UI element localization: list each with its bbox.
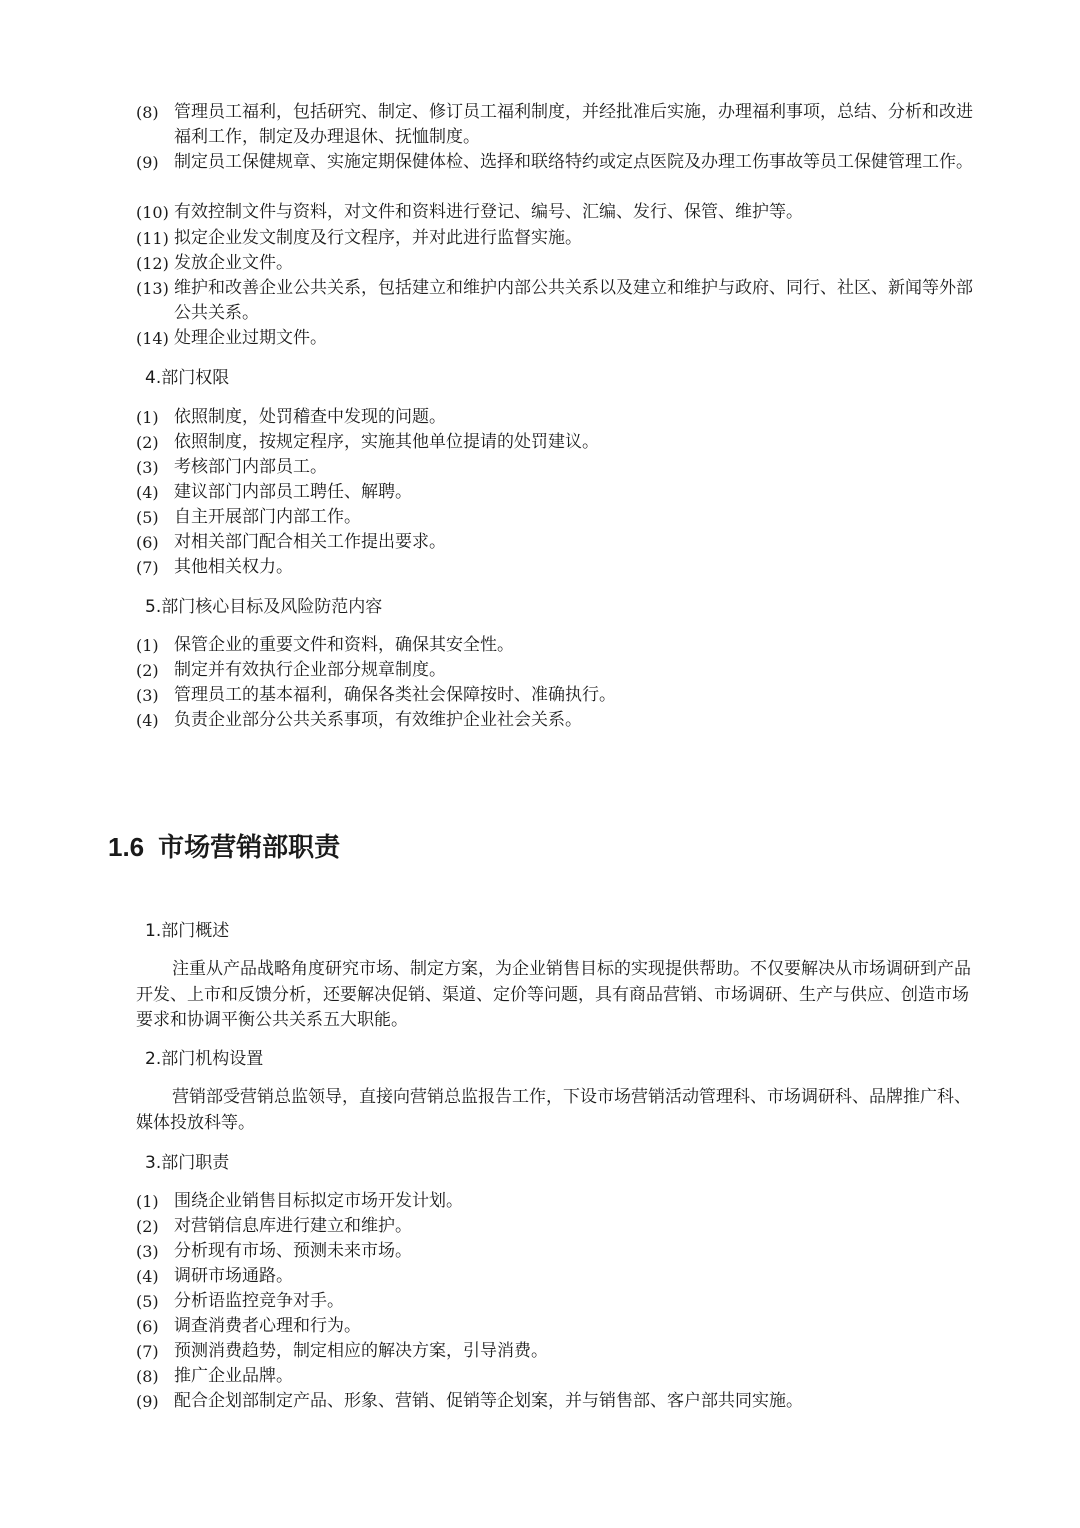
item-number: (2) bbox=[136, 661, 159, 680]
item-text: 依照制度，按规定程序，实施其他单位提请的处罚建议。 bbox=[174, 432, 599, 452]
item-number: (11) bbox=[136, 229, 169, 248]
list-item bbox=[136, 1364, 981, 1389]
list-item bbox=[136, 150, 981, 175]
item-number: (9) bbox=[136, 153, 159, 172]
list-item bbox=[136, 683, 981, 708]
section-title: 市场营销部职责 bbox=[158, 832, 341, 862]
item-number: (2) bbox=[136, 1217, 159, 1236]
item-number: (9) bbox=[136, 1392, 159, 1411]
list-item bbox=[136, 708, 981, 733]
overview-paragraph: 注重从产品战略角度研究市场、制定方案，为企业销售目标的实现提供帮助。不仅要解决从市场调研到产品开发、上市和反馈分析，还要解决促销、渠道、定价等问题，具有商品营销、市场调研、生产与供应、创造市场要求和协调平衡公共关系五大职能。 bbox=[136, 959, 971, 1030]
item-number: (3) bbox=[136, 458, 159, 477]
item-text: 制定并有效执行企业部分规章制度。 bbox=[174, 660, 446, 680]
list-item bbox=[136, 1239, 981, 1264]
item-number: (6) bbox=[136, 533, 159, 552]
list-item bbox=[136, 200, 981, 225]
item-text: 围绕企业销售目标拟定市场开发计划。 bbox=[174, 1191, 463, 1211]
item-number: (1) bbox=[136, 408, 159, 427]
list-item bbox=[136, 1389, 981, 1414]
section-heading bbox=[108, 830, 340, 864]
item-text: 预测消费趋势，制定相应的解决方案，引导消费。 bbox=[174, 1341, 548, 1361]
list-item bbox=[136, 1289, 981, 1314]
resp-heading: 3.部门职责 bbox=[145, 1153, 230, 1173]
item-number: (3) bbox=[136, 686, 159, 705]
item-text: 配合企划部制定产品、形象、营销、促销等企划案，并与销售部、客户部共同实施。 bbox=[174, 1391, 803, 1411]
item-number: (4) bbox=[136, 711, 159, 730]
item-text: 对相关部门配合相关工作提出要求。 bbox=[174, 532, 446, 552]
overview-heading: 1.部门概述 bbox=[145, 921, 230, 941]
item-text: 调研市场通路。 bbox=[174, 1266, 293, 1286]
list-item bbox=[136, 1214, 981, 1239]
item-number: (8) bbox=[136, 1367, 159, 1386]
list-item bbox=[136, 1339, 981, 1364]
list-item bbox=[136, 1189, 981, 1214]
list-item bbox=[136, 100, 981, 150]
item-text: 调查消费者心理和行为。 bbox=[174, 1316, 361, 1336]
item-text: 维护和改善企业公共关系，包括建立和维护内部公共关系以及建立和维护与政府、同行、社区、新闻等外部公共关系。 bbox=[174, 278, 973, 323]
item-number: (12) bbox=[136, 254, 169, 273]
org-paragraph: 营销部受营销总监领导，直接向营销总监报告工作，下设市场营销活动管理科、市场调研科、品牌推广科、媒体投放科等。 bbox=[136, 1087, 971, 1133]
item-text: 依照制度，处罚稽查中发现的问题。 bbox=[174, 407, 446, 427]
list-item bbox=[136, 430, 981, 455]
item-text: 发放企业文件。 bbox=[174, 253, 293, 273]
authority-heading: 4.部门权限 bbox=[145, 368, 230, 388]
item-number: (1) bbox=[136, 636, 159, 655]
item-number: (14) bbox=[136, 329, 169, 348]
list-item bbox=[136, 633, 981, 658]
list-item bbox=[136, 276, 981, 326]
item-number: (6) bbox=[136, 1317, 159, 1336]
list-item bbox=[136, 555, 981, 580]
list-item bbox=[136, 1264, 981, 1289]
item-text: 制定员工保健规章、实施定期保健体检、选择和联络特约或定点医院及办理工伤事故等员工保健管理工作。 bbox=[174, 152, 973, 172]
item-text: 分析语监控竞争对手。 bbox=[174, 1291, 344, 1311]
item-number: (4) bbox=[136, 483, 159, 502]
item-text: 考核部门内部员工。 bbox=[174, 457, 327, 477]
item-number: (8) bbox=[136, 103, 159, 122]
item-text: 管理员工的基本福利，确保各类社会保障按时、准确执行。 bbox=[174, 685, 616, 705]
list-item bbox=[136, 226, 981, 251]
item-text: 其他相关权力。 bbox=[174, 557, 293, 577]
item-text: 推广企业品牌。 bbox=[174, 1366, 293, 1386]
item-number: (1) bbox=[136, 1192, 159, 1211]
item-text: 保管企业的重要文件和资料，确保其安全性。 bbox=[174, 635, 514, 655]
item-number: (5) bbox=[136, 1292, 159, 1311]
item-number: (7) bbox=[136, 1342, 159, 1361]
item-text: 对营销信息库进行建立和维护。 bbox=[174, 1216, 412, 1236]
goals-heading: 5.部门核心目标及风险防范内容 bbox=[145, 597, 383, 617]
item-text: 自主开展部门内部工作。 bbox=[174, 507, 361, 527]
list-item bbox=[136, 480, 981, 505]
item-number: (4) bbox=[136, 1267, 159, 1286]
item-text: 建议部门内部员工聘任、解聘。 bbox=[174, 482, 412, 502]
list-item bbox=[136, 658, 981, 683]
item-number: (2) bbox=[136, 433, 159, 452]
section-number: 1.6 bbox=[108, 832, 145, 862]
list-item bbox=[136, 251, 981, 276]
list-item bbox=[136, 505, 981, 530]
item-text: 管理员工福利，包括研究、制定、修订员工福利制度，并经批准后实施，办理福利事项，总结、分析和改进福利工作，制定及办理退休、抚恤制度。 bbox=[174, 102, 973, 147]
item-number: (10) bbox=[136, 203, 169, 222]
list-item bbox=[136, 405, 981, 430]
item-text: 有效控制文件与资料，对文件和资料进行登记、编号、汇编、发行、保管、维护等。 bbox=[174, 202, 803, 222]
org-heading: 2.部门机构设置 bbox=[145, 1049, 264, 1069]
item-text: 拟定企业发文制度及行文程序，并对此进行监督实施。 bbox=[174, 228, 582, 248]
list-item bbox=[136, 455, 981, 480]
list-item bbox=[136, 1314, 981, 1339]
item-text: 处理企业过期文件。 bbox=[174, 328, 327, 348]
list-item bbox=[136, 530, 981, 555]
item-number: (7) bbox=[136, 558, 159, 577]
item-text: 负责企业部分公共关系事项，有效维护企业社会关系。 bbox=[174, 710, 582, 730]
item-number: (13) bbox=[136, 279, 169, 298]
list-item bbox=[136, 326, 981, 351]
item-text: 分析现有市场、预测未来市场。 bbox=[174, 1241, 412, 1261]
item-number: (5) bbox=[136, 508, 159, 527]
item-number: (3) bbox=[136, 1242, 159, 1261]
